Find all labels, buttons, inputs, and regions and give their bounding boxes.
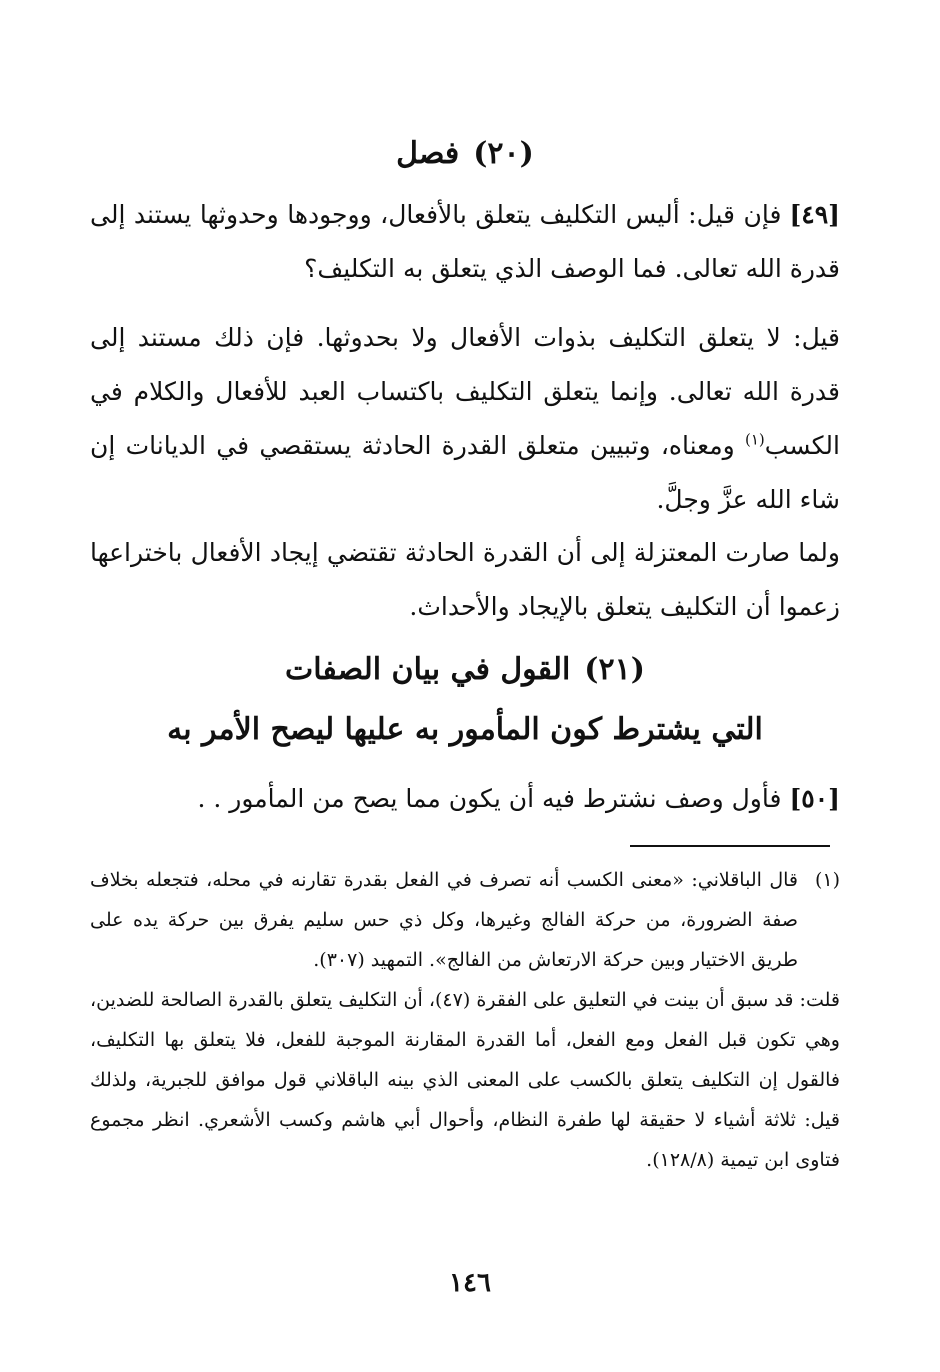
footnote-1 xyxy=(90,860,840,1180)
paragraph-50-number: [٥٠] xyxy=(789,784,840,813)
section-20-number: (٢٠) xyxy=(473,136,534,171)
section-21-title-line2: التي يشترط كون المأمور به عليها ليصح الأمر به xyxy=(167,712,763,747)
paragraph-49-number: [٤٩] xyxy=(789,200,840,229)
section-21-subtitle xyxy=(90,712,840,747)
section-20-title: فصل xyxy=(396,136,460,171)
answer-text-part1: قيل: لا يتعلق التكليف بذوات الأفعال ولا بحدوثها. فإن ذلك مستند إلى قدرة الله تعالى. وإنما يتعلق التكليف باكتساب العبد للأفعال والكلام في الكسب xyxy=(90,323,840,460)
page-number: ١٤٦ xyxy=(449,1268,491,1298)
paragraph-50-text: فأول وصف نشترط فيه أن يكون مما يصح من المأمور . . xyxy=(197,784,782,813)
footnote-comment: قلت: قد سبق أن بينت في التعليق على الفقرة (٤٧)، أن التكليف يتعلق بالقدرة الصالحة للضدين، وهي تكون قبل الفعل ومع الفعل، أما القدرة المقارنة الموجبة للفعل، فلا يتعلق بها التكليف، فالقول إن التكليف يتعلق بالكسب على المعنى الذي بينه الباقلاني قول موافق للجبرية، ولذلك قيل: ثلاثة أشياء لا حقيقة لها طفرة النظام، وأحوال أبي هاشم وكسب الأشعري. انظر مجموع فتاوى ابن تيمية (١٢٨/٨). xyxy=(90,989,840,1171)
footnote-separator xyxy=(630,845,830,847)
footnote-reference-1[interactable]: (١) xyxy=(744,430,765,449)
paragraph-49-text: فإن قيل: أليس التكليف يتعلق بالأفعال، ووجودها وحدوثها يستند إلى قدرة الله تعالى. فما الوصف الذي يتعلق به التكليف؟ xyxy=(90,200,840,283)
footnote-marker: (١) xyxy=(814,869,840,891)
section-21-title-line1: القول في بيان الصفات xyxy=(285,652,571,687)
answer-paragraph xyxy=(90,311,840,527)
section-21-number: (٢١) xyxy=(584,652,645,687)
mutazila-text: ولما صارت المعتزلة إلى أن القدرة الحادثة تقتضي إيجاد الأفعال باختراعها زعموا أن التكليف يتعلق بالإيجاد والأحداث. xyxy=(90,538,840,621)
section-21-heading xyxy=(90,652,840,687)
paragraph-50 xyxy=(90,772,840,826)
paragraph-49 xyxy=(90,188,840,296)
footnote-body xyxy=(90,860,798,980)
mutazila-paragraph xyxy=(90,526,840,634)
answer-text-part2: ومعناه، وتبيين متعلق القدرة الحادثة يستقصي في الديانات إن شاء الله عزَّ وجلَّ. xyxy=(90,431,840,514)
footnote-quote: قال الباقلاني: «معنى الكسب أنه تصرف في الفعل بقدرة تقارنه في محله، فتجعله بخلاف صفة الضرورة، من حركة الفالج وغيرها، وكل ذي حس سليم يفرق بين حركة يده على طريق الاختيار وبين حركة الارتعاش من الفالج». التمهيد (٣٠٧). xyxy=(90,869,798,971)
section-20-heading xyxy=(90,136,840,171)
